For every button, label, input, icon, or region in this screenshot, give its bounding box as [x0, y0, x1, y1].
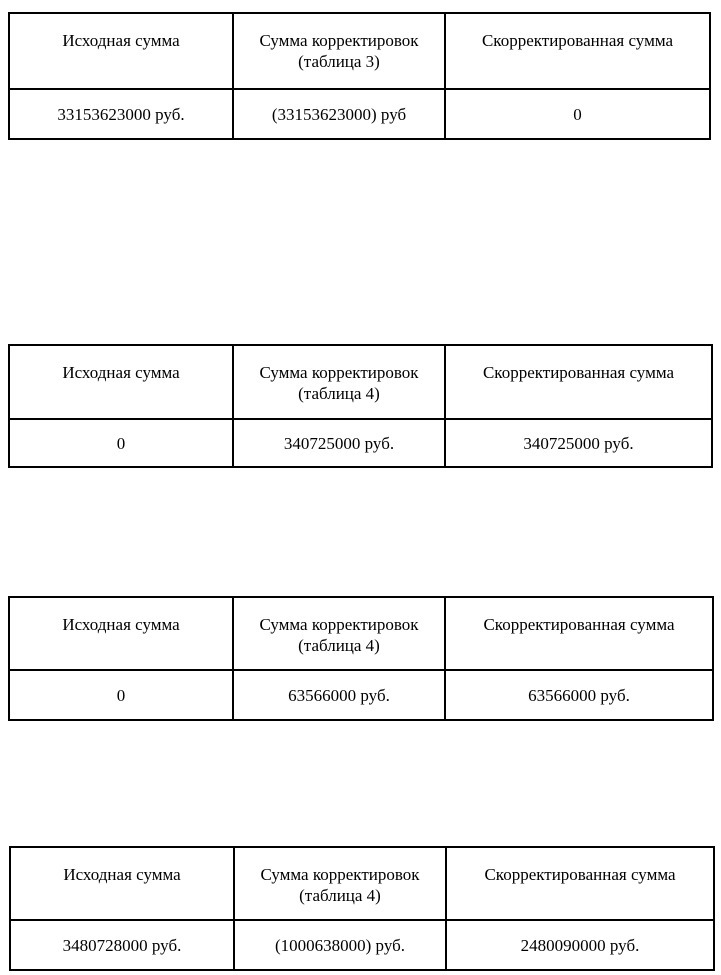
header-cell-original-amount: Исходная сумма	[10, 847, 234, 920]
header-cell-original-amount: Исходная сумма	[9, 345, 233, 419]
table-row	[9, 419, 712, 467]
adjustment-table-1	[8, 12, 711, 140]
cell-adjustment-amount: 63566000 руб.	[233, 670, 445, 720]
cell-original-amount: 3480728000 руб.	[10, 920, 234, 970]
header-cell-original-amount: Исходная сумма	[9, 597, 233, 670]
table-header-row	[10, 847, 714, 920]
table-row	[10, 920, 714, 970]
cell-adjustment-amount: (1000638000) руб.	[234, 920, 446, 970]
header-cell-adjustment-amount: Сумма корректировок (таблица 4)	[233, 597, 445, 670]
header-cell-adjusted-amount: Скорректированная сумма	[446, 847, 714, 920]
cell-original-amount: 0	[9, 670, 233, 720]
cell-original-amount: 33153623000 руб.	[9, 89, 233, 139]
cell-adjusted-amount: 0	[445, 89, 710, 139]
cell-original-amount: 0	[9, 419, 233, 467]
header-cell-adjusted-amount: Скорректированная сумма	[445, 597, 713, 670]
table-header-row	[9, 13, 710, 89]
cell-adjustment-amount: (33153623000) руб	[233, 89, 445, 139]
table-header-row	[9, 345, 712, 419]
table-header-row	[9, 597, 713, 670]
header-cell-adjustment-amount: Сумма корректировок (таблица 3)	[233, 13, 445, 89]
cell-adjusted-amount: 2480090000 руб.	[446, 920, 714, 970]
table-row	[9, 670, 713, 720]
adjustment-table-4	[9, 846, 715, 971]
table-row	[9, 89, 710, 139]
header-cell-adjustment-amount: Сумма корректировок (таблица 4)	[233, 345, 445, 419]
header-cell-original-amount: Исходная сумма	[9, 13, 233, 89]
header-cell-adjusted-amount: Скорректированная сумма	[445, 13, 710, 89]
cell-adjustment-amount: 340725000 руб.	[233, 419, 445, 467]
header-cell-adjusted-amount: Скорректированная сумма	[445, 345, 712, 419]
cell-adjusted-amount: 340725000 руб.	[445, 419, 712, 467]
header-cell-adjustment-amount: Сумма корректировок (таблица 4)	[234, 847, 446, 920]
adjustment-table-3	[8, 596, 714, 721]
adjustment-table-2	[8, 344, 713, 468]
cell-adjusted-amount: 63566000 руб.	[445, 670, 713, 720]
